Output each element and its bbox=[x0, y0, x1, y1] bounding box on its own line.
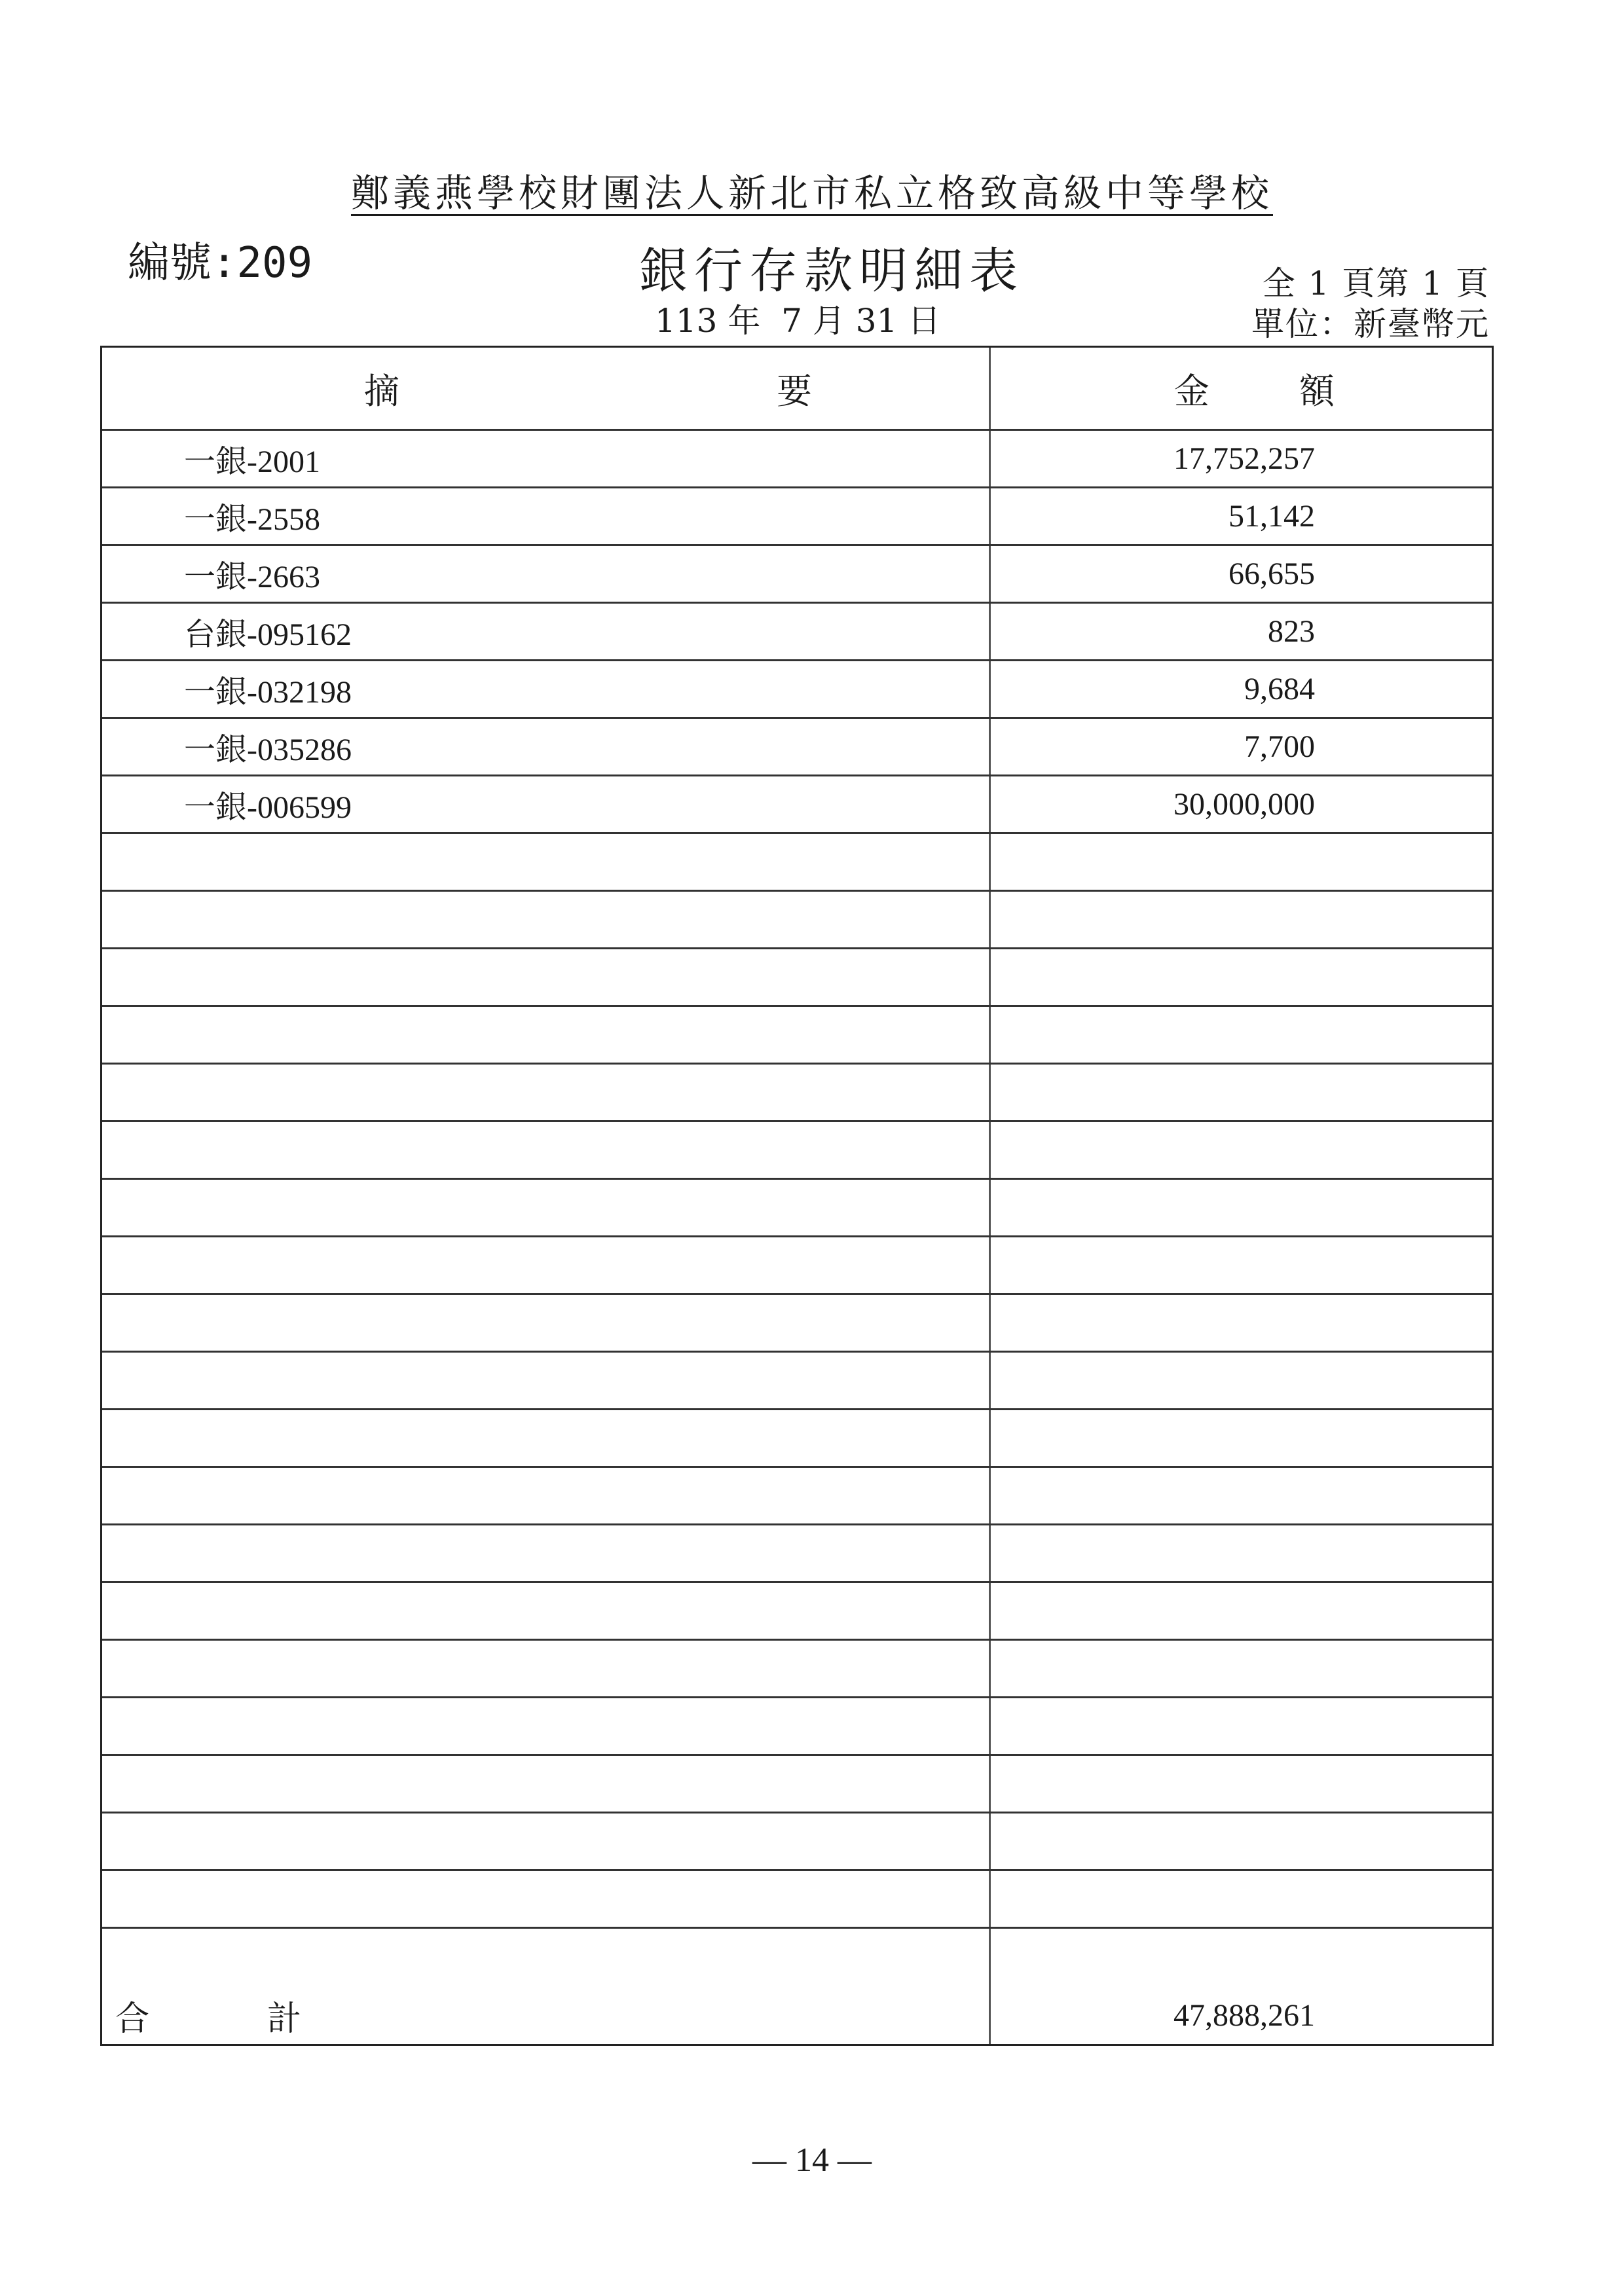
table-row bbox=[102, 1353, 1492, 1410]
amount-cell bbox=[991, 1468, 1492, 1523]
amount-cell bbox=[991, 1122, 1492, 1178]
table-row bbox=[102, 1468, 1492, 1525]
amount-cell bbox=[991, 1295, 1492, 1351]
account-cell bbox=[102, 1813, 991, 1869]
table-row bbox=[102, 604, 1492, 661]
account-cell: 一銀-032198 bbox=[102, 661, 991, 717]
table-row bbox=[102, 1295, 1492, 1353]
table-row bbox=[102, 834, 1492, 892]
amount-cell bbox=[991, 949, 1492, 1005]
amount-cell bbox=[991, 834, 1492, 890]
amount-cell bbox=[991, 1641, 1492, 1696]
amount-cell bbox=[991, 1353, 1492, 1408]
table-row bbox=[102, 546, 1492, 604]
summary-header-char-1: 摘 bbox=[364, 371, 399, 411]
page-info: 全 1 頁第 1 頁 bbox=[1262, 264, 1490, 302]
account-cell bbox=[102, 834, 991, 890]
table-row bbox=[102, 1007, 1492, 1065]
document-number: 編號:209 bbox=[128, 239, 313, 287]
table-row bbox=[102, 1871, 1492, 1929]
amount-cell bbox=[991, 1871, 1492, 1927]
amount-cell: 7,700 bbox=[1244, 729, 1315, 764]
table-row bbox=[102, 892, 1492, 949]
account-cell bbox=[102, 1237, 991, 1293]
amount-cell bbox=[991, 1583, 1492, 1639]
amount-cell bbox=[991, 1756, 1492, 1812]
table-row bbox=[102, 1583, 1492, 1641]
currency-unit: 單位：新臺幣元 bbox=[1251, 305, 1490, 343]
account-cell bbox=[102, 1410, 991, 1466]
summary-column-header bbox=[102, 348, 991, 429]
table-row bbox=[102, 1410, 1492, 1468]
table-row bbox=[102, 949, 1492, 1007]
account-cell bbox=[102, 1122, 991, 1178]
document-date: 113 年 7 月 31 日 bbox=[655, 302, 941, 340]
account-cell: 一銀-006599 bbox=[102, 776, 991, 832]
account-cell bbox=[102, 1065, 991, 1120]
account-cell: 一銀-035286 bbox=[102, 719, 991, 774]
account-cell bbox=[102, 1353, 991, 1408]
total-amount: 47,888,261 bbox=[1173, 1997, 1315, 2033]
amount-cell bbox=[991, 1929, 1492, 1986]
table-row bbox=[102, 1180, 1492, 1237]
account-cell bbox=[102, 1295, 991, 1351]
amount-cell bbox=[991, 1065, 1492, 1120]
table-row bbox=[102, 488, 1492, 546]
table-row bbox=[102, 1237, 1492, 1295]
summary-header-char-2: 要 bbox=[777, 371, 812, 411]
amount-cell: 823 bbox=[1268, 614, 1315, 649]
table-header-row bbox=[102, 348, 1492, 431]
account-cell bbox=[102, 1871, 991, 1927]
table-row bbox=[102, 1698, 1492, 1756]
account-cell bbox=[102, 1756, 991, 1812]
account-cell bbox=[102, 1468, 991, 1523]
table-row bbox=[102, 1813, 1492, 1871]
amount-cell: 9,684 bbox=[1244, 672, 1315, 706]
bank-deposit-table bbox=[100, 346, 1494, 2046]
amount-column-header bbox=[991, 348, 1492, 429]
amount-header-char-2: 額 bbox=[1299, 371, 1335, 411]
total-row bbox=[102, 1986, 1492, 2044]
account-cell bbox=[102, 1698, 991, 1754]
amount-cell: 66,655 bbox=[1228, 556, 1315, 591]
account-cell bbox=[102, 1583, 991, 1639]
amount-cell: 30,000,000 bbox=[1173, 787, 1315, 822]
amount-cell: 51,142 bbox=[1228, 499, 1315, 534]
document-title: 銀行存款明細表 bbox=[639, 243, 1024, 299]
table-row bbox=[102, 431, 1492, 488]
table-row bbox=[102, 719, 1492, 776]
table-row bbox=[102, 1122, 1492, 1180]
organization-title: 鄭義燕學校財團法人新北市私立格致高級中等學校 bbox=[350, 171, 1273, 215]
total-label-char-1: 合 bbox=[115, 2000, 150, 2038]
table-row bbox=[102, 1641, 1492, 1698]
account-cell bbox=[102, 892, 991, 947]
account-cell bbox=[102, 1007, 991, 1063]
amount-cell bbox=[991, 892, 1492, 947]
table-row bbox=[102, 1756, 1492, 1813]
table-body bbox=[102, 431, 1492, 1986]
account-cell: 一銀-2001 bbox=[102, 431, 991, 486]
total-label bbox=[102, 1986, 991, 2044]
amount-cell bbox=[991, 1237, 1492, 1293]
amount-cell bbox=[991, 1813, 1492, 1869]
account-cell bbox=[102, 949, 991, 1005]
table-row bbox=[102, 1525, 1492, 1583]
amount-cell: 17,752,257 bbox=[1173, 441, 1315, 476]
total-label-char-2: 計 bbox=[267, 2000, 302, 2038]
account-cell bbox=[102, 1180, 991, 1235]
account-cell bbox=[102, 1641, 991, 1696]
account-cell: 台銀-095162 bbox=[102, 604, 991, 659]
amount-cell bbox=[991, 1698, 1492, 1754]
table-row bbox=[102, 1929, 1492, 1986]
account-cell bbox=[102, 1525, 991, 1581]
table-row bbox=[102, 1065, 1492, 1122]
page-number: — 14 — bbox=[752, 2141, 872, 2179]
amount-cell bbox=[991, 1180, 1492, 1235]
account-cell: 一銀-2663 bbox=[102, 546, 991, 602]
amount-cell bbox=[991, 1410, 1492, 1466]
amount-header-char-1: 金 bbox=[1174, 371, 1209, 411]
amount-cell bbox=[991, 1525, 1492, 1581]
table-row bbox=[102, 661, 1492, 719]
table-row bbox=[102, 776, 1492, 834]
account-cell bbox=[102, 1929, 991, 1986]
account-cell: 一銀-2558 bbox=[102, 488, 991, 544]
amount-cell bbox=[991, 1007, 1492, 1063]
